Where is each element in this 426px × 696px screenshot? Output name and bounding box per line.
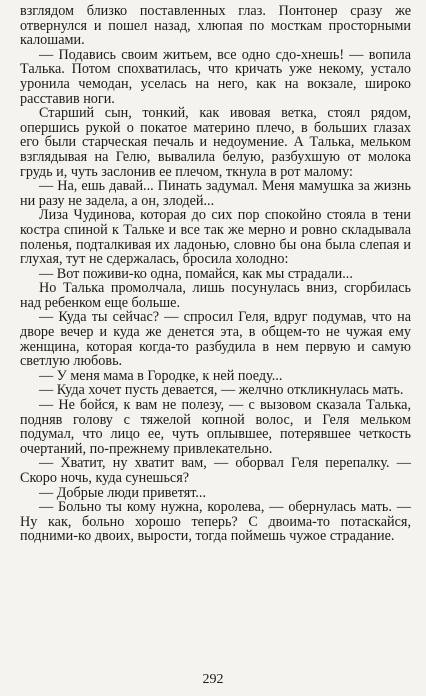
paragraph: — У меня мама в Городке, к ней поеду... [39,367,283,384]
paragraph: — Куда хочет пусть девается, — желчно откликнулась мать. [39,382,404,399]
page-number: 292 [202,672,224,687]
paragraph: Лиза Чудинова, которая до сих пор спокойно стояла в тени костра спиной к Тальке и все так же мерно и ровно складывала поленья, подталкивая их ладонью, словно бы она была слепая и глухая, тут не сдержалась, бросила холодно: [20,207,411,268]
paragraph: — Подавись своим житьем, все одно сдо-хнешь! — вопила Талька. Потом спохватилась, что кричать уже некому, устало уронила чемодан, уселась на него, как на вокзале, широко расставив ноги. [20,46,411,107]
body-text [20,4,411,544]
paragraph: — Не бойся, к вам не полезу, — с вызовом сказала Талька, подняв голову с тяжелой копной волос, и Геля мельком подумал, что лицо ее, чуть оплывшее, потерявшее четкость очертаний, по-прежнему привлекательно. [20,397,411,457]
paragraph: — Больно ты кому нужна, королева, — обернулась мать. — Ну как, больно хорошо теперь? С двоима-то потаскайся, подними-ко двоих, вырости, тогда поймешь чужое страдание. [20,499,411,545]
paragraph: — Куда ты сейчас? — спросил Геля, вдруг подумав, что на дворе вечер и куда же денется эта, в общем-то не чужая ему женщина, которая когда-то разбудила в нем первую и самую светлую любовь. [20,309,411,370]
paragraph: — На, ешь давай... Пинать задумал. Меня мамушка за жизнь ни разу не задела, а он, злодей... [20,178,411,209]
paragraph: взглядом близко поставленных глаз. Понтонер сразу же отвернулся и пошел назад, хлюпая по мосткам просторными калошами. [20,3,411,49]
paragraph: Старший сын, тонкий, как ивовая ветка, стоял рядом, опершись рукой о покатое материно плечо, в больших глазах его были старческая печаль и недоумение. А Талька, мельком взглядывая на Гелю, вывалила белую, разбухшую от молока грудь и, чуть заслонив ее плечом, ткнула в рот малому: [20,105,411,180]
paragraph: — Добрые люди приветят... [39,484,207,501]
paragraph: Но Талька промолчала, лишь посунулась вниз, сгорбилась над ребенком еще больше. [20,280,411,311]
paragraph: — Вот поживи-ко одна, помайся, как мы страдали... [39,265,353,282]
paragraph: — Хватит, ну хватит вам, — оборвал Геля перепалку. — Скоро ночь, куда сунешься? [20,455,411,486]
